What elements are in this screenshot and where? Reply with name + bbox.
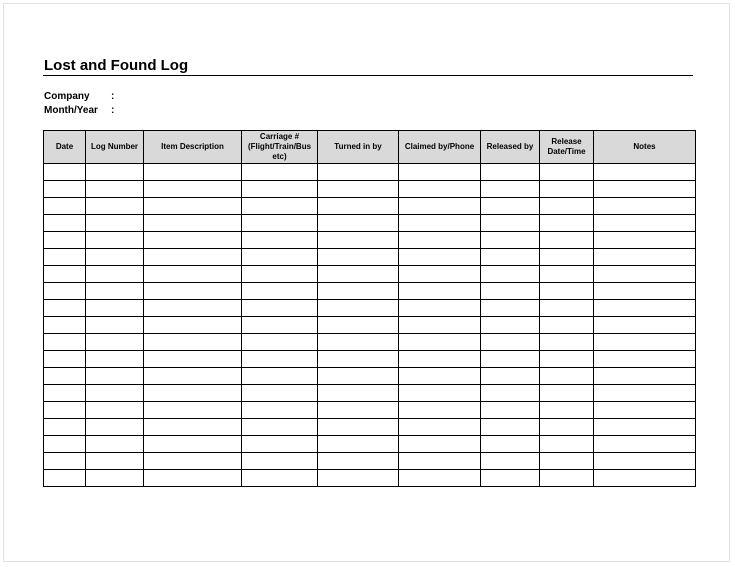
table-row [44, 334, 696, 351]
cell-carriage[interactable] [242, 249, 318, 266]
cell-claimed-by-phone[interactable] [399, 334, 481, 351]
table-body [44, 164, 696, 487]
cell-turned-in-by[interactable] [318, 402, 399, 419]
cell-date[interactable] [44, 317, 86, 334]
cell-carriage[interactable] [242, 334, 318, 351]
cell-item-description[interactable] [144, 436, 242, 453]
cell-log-number[interactable] [86, 368, 144, 385]
cell-claimed-by-phone[interactable] [399, 198, 481, 215]
cell-turned-in-by[interactable] [318, 351, 399, 368]
table-row [44, 164, 696, 181]
cell-date[interactable] [44, 368, 86, 385]
cell-released-by[interactable] [481, 232, 540, 249]
cell-release-date-time[interactable] [540, 351, 594, 368]
column-header-notes: Notes [594, 131, 696, 164]
cell-item-description[interactable] [144, 470, 242, 487]
company-separator: : [111, 91, 115, 102]
cell-turned-in-by[interactable] [318, 300, 399, 317]
cell-date[interactable] [44, 436, 86, 453]
cell-log-number[interactable] [86, 232, 144, 249]
cell-carriage[interactable] [242, 300, 318, 317]
cell-turned-in-by[interactable] [318, 266, 399, 283]
cell-date[interactable] [44, 164, 86, 181]
cell-claimed-by-phone[interactable] [399, 470, 481, 487]
cell-log-number[interactable] [86, 215, 144, 232]
column-header-carriage: Carriage # (Flight/Train/Bus etc) [242, 131, 318, 164]
cell-turned-in-by[interactable] [318, 215, 399, 232]
column-header-item-description: Item Description [144, 131, 242, 164]
table-row [44, 351, 696, 368]
cell-notes[interactable] [594, 453, 696, 470]
cell-release-date-time[interactable] [540, 385, 594, 402]
cell-claimed-by-phone[interactable] [399, 419, 481, 436]
cell-claimed-by-phone[interactable] [399, 164, 481, 181]
cell-log-number[interactable] [86, 470, 144, 487]
cell-claimed-by-phone[interactable] [399, 300, 481, 317]
cell-carriage[interactable] [242, 317, 318, 334]
cell-carriage[interactable] [242, 164, 318, 181]
cell-turned-in-by[interactable] [318, 181, 399, 198]
cell-date[interactable] [44, 385, 86, 402]
cell-claimed-by-phone[interactable] [399, 181, 481, 198]
column-header-release-date-time: Release Date/Time [540, 131, 594, 164]
cell-item-description[interactable] [144, 402, 242, 419]
cell-notes[interactable] [594, 334, 696, 351]
column-header-log-number: Log Number [86, 131, 144, 164]
table-row [44, 402, 696, 419]
cell-release-date-time[interactable] [540, 232, 594, 249]
cell-carriage[interactable] [242, 266, 318, 283]
page-title: Lost and Found Log [44, 57, 189, 74]
cell-item-description[interactable] [144, 368, 242, 385]
cell-date[interactable] [44, 402, 86, 419]
cell-notes[interactable] [594, 266, 696, 283]
cell-carriage[interactable] [242, 436, 318, 453]
cell-release-date-time[interactable] [540, 334, 594, 351]
cell-released-by[interactable] [481, 317, 540, 334]
cell-release-date-time[interactable] [540, 215, 594, 232]
cell-date[interactable] [44, 351, 86, 368]
cell-notes[interactable] [594, 351, 696, 368]
cell-released-by[interactable] [481, 198, 540, 215]
cell-carriage[interactable] [242, 198, 318, 215]
cell-released-by[interactable] [481, 249, 540, 266]
cell-date[interactable] [44, 334, 86, 351]
cell-notes[interactable] [594, 300, 696, 317]
cell-release-date-time[interactable] [540, 164, 594, 181]
cell-released-by[interactable] [481, 266, 540, 283]
month-year-separator: : [111, 105, 115, 116]
cell-turned-in-by[interactable] [318, 436, 399, 453]
cell-release-date-time[interactable] [540, 419, 594, 436]
company-label: Company [44, 91, 90, 102]
cell-log-number[interactable] [86, 198, 144, 215]
cell-date[interactable] [44, 181, 86, 198]
cell-item-description[interactable] [144, 385, 242, 402]
cell-carriage[interactable] [242, 351, 318, 368]
cell-log-number[interactable] [86, 164, 144, 181]
cell-notes[interactable] [594, 164, 696, 181]
cell-date[interactable] [44, 283, 86, 300]
cell-notes[interactable] [594, 198, 696, 215]
table-row [44, 215, 696, 232]
cell-release-date-time[interactable] [540, 198, 594, 215]
cell-release-date-time[interactable] [540, 300, 594, 317]
cell-notes[interactable] [594, 402, 696, 419]
cell-released-by[interactable] [481, 300, 540, 317]
cell-item-description[interactable] [144, 198, 242, 215]
cell-carriage[interactable] [242, 419, 318, 436]
cell-item-description[interactable] [144, 215, 242, 232]
cell-turned-in-by[interactable] [318, 164, 399, 181]
cell-released-by[interactable] [481, 181, 540, 198]
cell-date[interactable] [44, 249, 86, 266]
table-header-row [44, 131, 696, 164]
cell-turned-in-by[interactable] [318, 249, 399, 266]
cell-release-date-time[interactable] [540, 470, 594, 487]
cell-release-date-time[interactable] [540, 249, 594, 266]
cell-notes[interactable] [594, 215, 696, 232]
cell-release-date-time[interactable] [540, 453, 594, 470]
cell-turned-in-by[interactable] [318, 198, 399, 215]
column-header-released-by: Released by [481, 131, 540, 164]
cell-log-number[interactable] [86, 419, 144, 436]
cell-carriage[interactable] [242, 402, 318, 419]
cell-log-number[interactable] [86, 249, 144, 266]
cell-release-date-time[interactable] [540, 181, 594, 198]
cell-log-number[interactable] [86, 385, 144, 402]
cell-item-description[interactable] [144, 164, 242, 181]
cell-released-by[interactable] [481, 283, 540, 300]
lost-and-found-table [43, 130, 696, 487]
table-row [44, 317, 696, 334]
table-row [44, 470, 696, 487]
cell-claimed-by-phone[interactable] [399, 402, 481, 419]
cell-notes[interactable] [594, 181, 696, 198]
cell-release-date-time[interactable] [540, 283, 594, 300]
cell-item-description[interactable] [144, 300, 242, 317]
cell-carriage[interactable] [242, 181, 318, 198]
cell-log-number[interactable] [86, 334, 144, 351]
cell-item-description[interactable] [144, 232, 242, 249]
column-header-claimed-by-phone: Claimed by/Phone [399, 131, 481, 164]
cell-released-by[interactable] [481, 351, 540, 368]
cell-released-by[interactable] [481, 334, 540, 351]
month-year-label: Month/Year [44, 105, 98, 116]
column-header-turned-in-by: Turned in by [318, 131, 399, 164]
cell-turned-in-by[interactable] [318, 334, 399, 351]
cell-claimed-by-phone[interactable] [399, 453, 481, 470]
cell-carriage[interactable] [242, 453, 318, 470]
cell-claimed-by-phone[interactable] [399, 215, 481, 232]
cell-carriage[interactable] [242, 385, 318, 402]
cell-released-by[interactable] [481, 436, 540, 453]
cell-release-date-time[interactable] [540, 436, 594, 453]
column-header-date: Date [44, 131, 86, 164]
cell-claimed-by-phone[interactable] [399, 385, 481, 402]
cell-turned-in-by[interactable] [318, 453, 399, 470]
cell-turned-in-by[interactable] [318, 385, 399, 402]
table-row [44, 283, 696, 300]
month-year-field [44, 105, 115, 117]
cell-date[interactable] [44, 300, 86, 317]
cell-log-number[interactable] [86, 453, 144, 470]
company-field [44, 91, 115, 103]
cell-release-date-time[interactable] [540, 402, 594, 419]
cell-date[interactable] [44, 453, 86, 470]
cell-item-description[interactable] [144, 419, 242, 436]
cell-turned-in-by[interactable] [318, 419, 399, 436]
cell-item-description[interactable] [144, 283, 242, 300]
cell-carriage[interactable] [242, 470, 318, 487]
cell-log-number[interactable] [86, 317, 144, 334]
cell-item-description[interactable] [144, 317, 242, 334]
cell-item-description[interactable] [144, 453, 242, 470]
cell-log-number[interactable] [86, 351, 144, 368]
cell-released-by[interactable] [481, 164, 540, 181]
cell-carriage[interactable] [242, 215, 318, 232]
cell-released-by[interactable] [481, 470, 540, 487]
cell-carriage[interactable] [242, 368, 318, 385]
cell-item-description[interactable] [144, 249, 242, 266]
cell-release-date-time[interactable] [540, 368, 594, 385]
table-row [44, 368, 696, 385]
cell-log-number[interactable] [86, 283, 144, 300]
cell-released-by[interactable] [481, 419, 540, 436]
cell-item-description[interactable] [144, 181, 242, 198]
cell-date[interactable] [44, 232, 86, 249]
cell-log-number[interactable] [86, 300, 144, 317]
cell-released-by[interactable] [481, 215, 540, 232]
cell-notes[interactable] [594, 232, 696, 249]
table-row [44, 436, 696, 453]
table-row [44, 453, 696, 470]
cell-notes[interactable] [594, 368, 696, 385]
table-row [44, 419, 696, 436]
cell-notes[interactable] [594, 470, 696, 487]
cell-turned-in-by[interactable] [318, 317, 399, 334]
cell-released-by[interactable] [481, 368, 540, 385]
table-row [44, 198, 696, 215]
cell-date[interactable] [44, 198, 86, 215]
cell-claimed-by-phone[interactable] [399, 249, 481, 266]
cell-release-date-time[interactable] [540, 266, 594, 283]
cell-date[interactable] [44, 215, 86, 232]
cell-notes[interactable] [594, 385, 696, 402]
cell-notes[interactable] [594, 317, 696, 334]
cell-notes[interactable] [594, 419, 696, 436]
cell-log-number[interactable] [86, 266, 144, 283]
table-row [44, 300, 696, 317]
cell-claimed-by-phone[interactable] [399, 317, 481, 334]
cell-date[interactable] [44, 470, 86, 487]
cell-claimed-by-phone[interactable] [399, 266, 481, 283]
cell-claimed-by-phone[interactable] [399, 368, 481, 385]
cell-log-number[interactable] [86, 436, 144, 453]
cell-claimed-by-phone[interactable] [399, 436, 481, 453]
table-row [44, 232, 696, 249]
cell-released-by[interactable] [481, 402, 540, 419]
cell-notes[interactable] [594, 436, 696, 453]
cell-item-description[interactable] [144, 266, 242, 283]
cell-turned-in-by[interactable] [318, 470, 399, 487]
cell-claimed-by-phone[interactable] [399, 283, 481, 300]
cell-date[interactable] [44, 419, 86, 436]
cell-claimed-by-phone[interactable] [399, 232, 481, 249]
cell-date[interactable] [44, 266, 86, 283]
cell-log-number[interactable] [86, 181, 144, 198]
table-row [44, 181, 696, 198]
cell-carriage[interactable] [242, 283, 318, 300]
table-row [44, 266, 696, 283]
title-divider [43, 75, 693, 76]
cell-carriage[interactable] [242, 232, 318, 249]
cell-claimed-by-phone[interactable] [399, 351, 481, 368]
cell-released-by[interactable] [481, 385, 540, 402]
cell-turned-in-by[interactable] [318, 368, 399, 385]
cell-item-description[interactable] [144, 334, 242, 351]
cell-turned-in-by[interactable] [318, 283, 399, 300]
cell-release-date-time[interactable] [540, 317, 594, 334]
table-row [44, 385, 696, 402]
cell-notes[interactable] [594, 249, 696, 266]
cell-item-description[interactable] [144, 351, 242, 368]
cell-notes[interactable] [594, 283, 696, 300]
cell-released-by[interactable] [481, 453, 540, 470]
cell-log-number[interactable] [86, 402, 144, 419]
cell-turned-in-by[interactable] [318, 232, 399, 249]
table-row [44, 249, 696, 266]
